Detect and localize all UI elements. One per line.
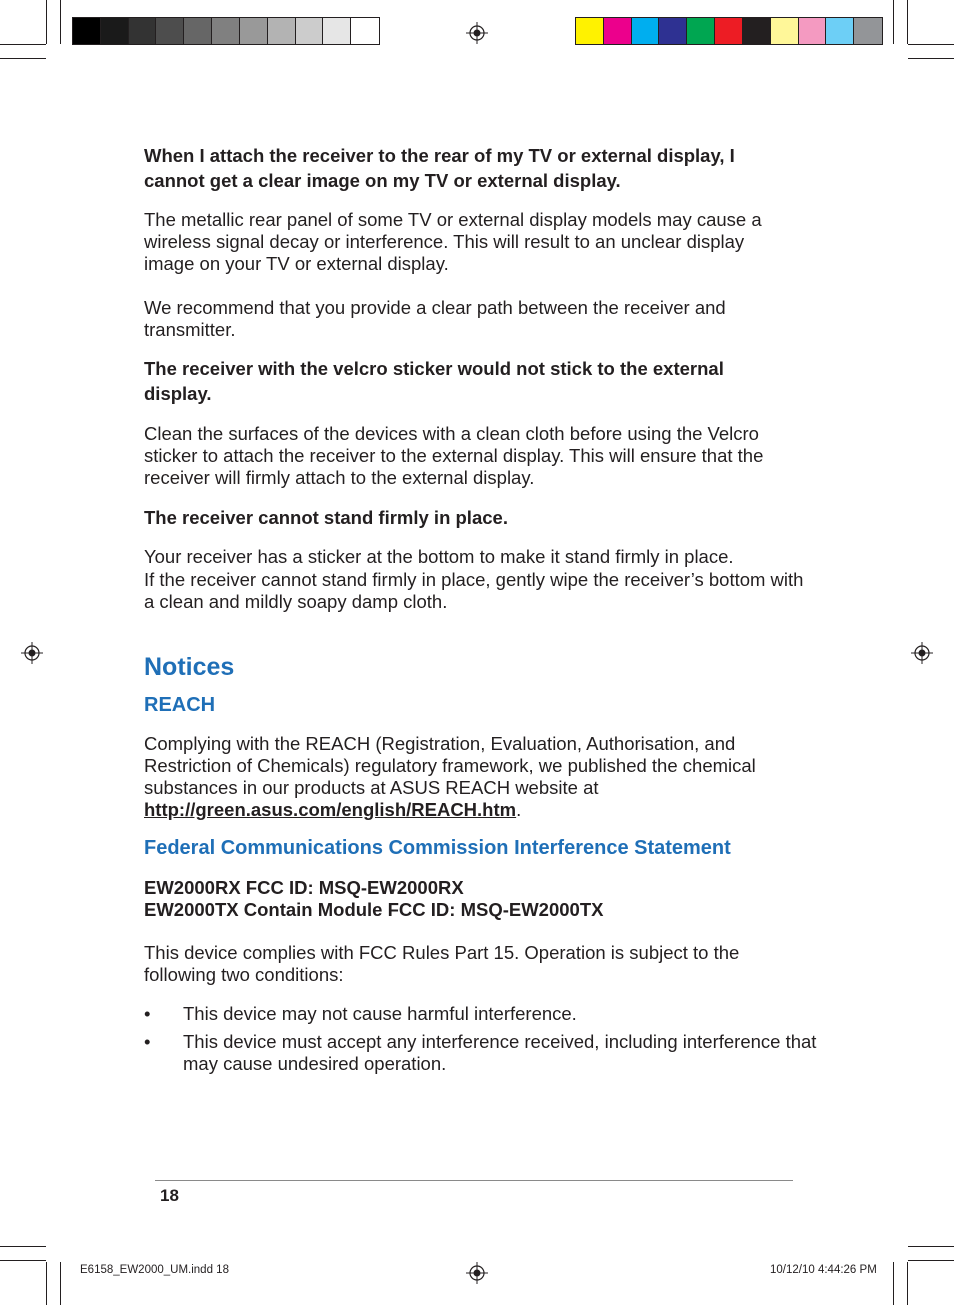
faq-answer: Your receiver has a sticker at the bottom to make it stand firmly in place. [144, 546, 734, 567]
color-swatch [156, 18, 184, 44]
color-swatch [351, 18, 379, 44]
fcc-id-line: EW2000RX FCC ID: MSQ-EW2000RX [144, 877, 464, 898]
color-swatch [687, 18, 715, 44]
color-swatch [771, 18, 799, 44]
color-swatch [715, 18, 743, 44]
footer-divider [155, 1180, 793, 1181]
color-swatch [296, 18, 324, 44]
faq-question: The receiver with the velcro sticker would not stick to the external display. [144, 358, 724, 404]
color-swatch [576, 18, 604, 44]
color-swatch [604, 18, 632, 44]
bullet-text: This device may not cause harmful interference. [183, 1003, 577, 1024]
slug-timestamp: 10/12/10 4:44:26 PM [770, 1264, 877, 1276]
process-color-bar [575, 17, 883, 45]
reach-body-text: Complying with the REACH (Registration, Evaluation, Authorisation, and Restriction of Chemicals) regulatory framework, we published the chemical substances in our products at ASUS REACH website at [144, 733, 756, 798]
color-swatch [854, 18, 882, 44]
page-number: 18 [160, 1186, 179, 1205]
registration-target-icon [21, 642, 43, 664]
color-swatch [184, 18, 212, 44]
crop-mark [893, 1262, 894, 1305]
faq-answer: The metallic rear panel of some TV or external display models may cause a wireless signal decay or interference. This will result to an unclear display image on your TV or external display. [144, 209, 762, 274]
bullet-marker: • [144, 1003, 151, 1024]
color-swatch [826, 18, 854, 44]
registration-target-icon [466, 1262, 488, 1284]
color-swatch [240, 18, 268, 44]
fcc-id-line: EW2000TX Contain Module FCC ID: MSQ-EW2000TX [144, 899, 604, 920]
fcc-heading: Federal Communications Commission Interference Statement [144, 837, 731, 859]
reach-body [144, 733, 799, 821]
reach-link[interactable]: http://green.asus.com/english/REACH.htm [144, 799, 517, 820]
slug-filename: E6158_EW2000_UM.indd 18 [80, 1264, 229, 1276]
crop-mark [0, 44, 46, 45]
crop-mark [60, 1262, 61, 1305]
notices-heading: Notices [144, 653, 235, 681]
color-swatch [799, 18, 827, 44]
bullet-text: This device must accept any interference received, including interference that may cause undesired operation. [183, 1031, 817, 1074]
crop-mark [0, 1246, 46, 1247]
color-swatch [101, 18, 129, 44]
crop-mark [0, 1260, 46, 1261]
crop-mark [908, 58, 954, 59]
faq-answer: We recommend that you provide a clear path between the receiver and transmitter. [144, 297, 726, 340]
crop-mark [907, 0, 908, 44]
faq-question: The receiver cannot stand firmly in place. [144, 507, 508, 528]
bullet-marker: • [144, 1031, 151, 1052]
crop-mark [908, 1246, 954, 1247]
crop-mark [908, 44, 954, 45]
faq-answer: Clean the surfaces of the devices with a clean cloth before using the Velcro sticker to attach the receiver to the external display. This will ensure that the receiver will firmly attach to the external display. [144, 423, 764, 488]
registration-target-icon [911, 642, 933, 664]
crop-mark [46, 0, 47, 44]
crop-mark [0, 58, 46, 59]
crop-mark [893, 0, 894, 44]
color-swatch [268, 18, 296, 44]
color-swatch [323, 18, 351, 44]
registration-target-icon [466, 22, 488, 44]
faq-question: When I attach the receiver to the rear of my TV or external display, I cannot get a clear image on my TV or external display. [144, 145, 735, 191]
crop-mark [908, 1260, 954, 1261]
fcc-body: This device complies with FCC Rules Part 15. Operation is subject to the following two conditions: [144, 942, 740, 985]
color-swatch [743, 18, 771, 44]
reach-link-suffix: . [516, 799, 522, 820]
reach-heading: REACH [144, 694, 216, 716]
faq-answer: If the receiver cannot stand firmly in place, gently wipe the receiver’s bottom with a clean and mildly soapy damp cloth. [144, 569, 804, 612]
color-swatch [632, 18, 660, 44]
color-swatch [129, 18, 157, 44]
color-swatch [73, 18, 101, 44]
crop-mark [46, 1262, 47, 1305]
grayscale-color-bar [72, 17, 380, 45]
crop-mark [907, 1262, 908, 1305]
color-swatch [659, 18, 687, 44]
color-swatch [212, 18, 240, 44]
crop-mark [60, 0, 61, 44]
